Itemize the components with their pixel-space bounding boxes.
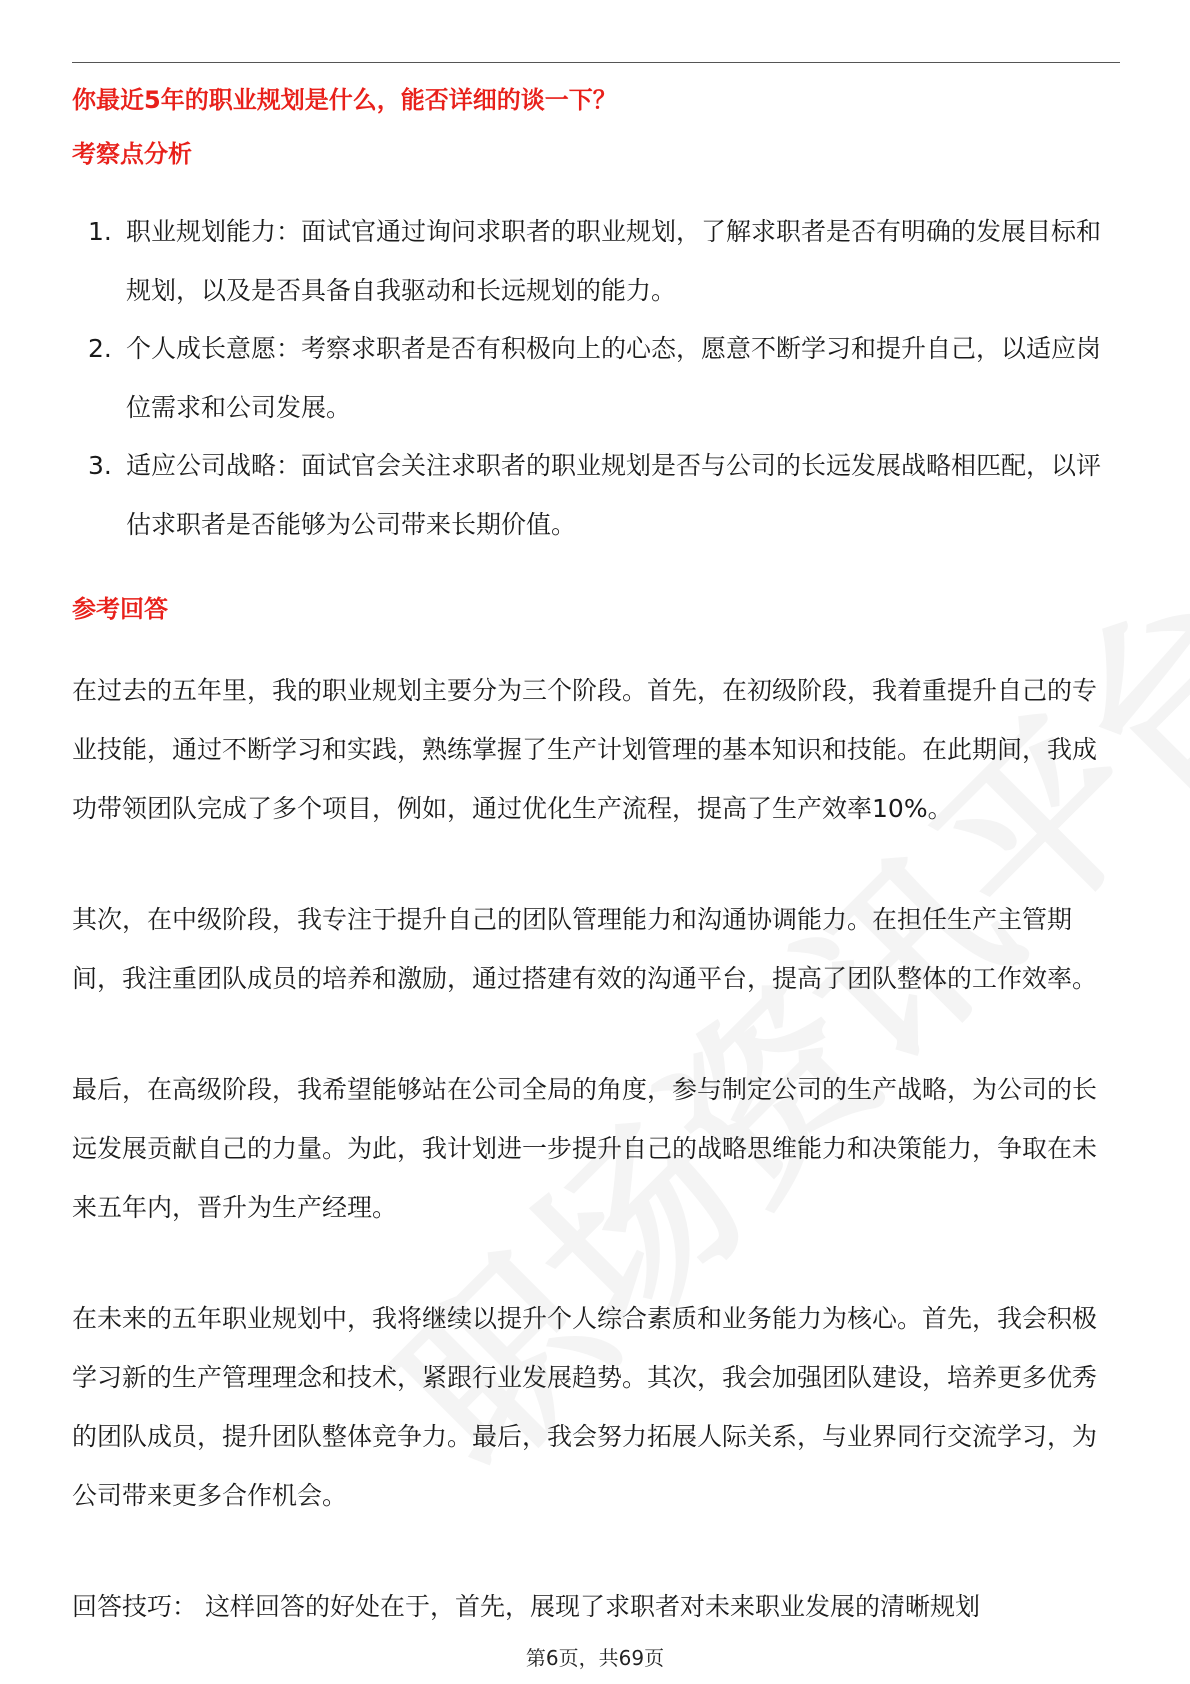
content (72, 78, 1118, 1636)
list-text: 职业规划能力：面试官通过询问求职者的职业规划，了解求职者是否有明确的发展目标和规划，以及是否具备自我驱动和长远规划的能力。 (126, 217, 1102, 305)
list-item (72, 436, 1118, 554)
answer-heading: 参考回答 (72, 595, 168, 623)
list-item (72, 202, 1118, 320)
answer-paragraph: 在过去的五年里，我的职业规划主要分为三个阶段。首先，在初级阶段，我着重提升自己的专业技能，通过不断学习和实践，熟练掌握了生产计划管理的基本知识和技能。在此期间，我成功带领团队完成了多个项目，例如，通过优化生产流程，提高了生产效率10%。 (72, 676, 1098, 823)
analysis-heading: 考察点分析 (72, 140, 192, 168)
answer-paragraph: 最后，在高级阶段，我希望能够站在公司全局的角度，参与制定公司的生产战略，为公司的长远发展贡献自己的力量。为此，我计划进一步提升自己的战略思维能力和决策能力，争取在未来五年内，晋升为生产经理。 (72, 1075, 1098, 1222)
header-rule (72, 62, 1120, 63)
list-number: 2. (88, 334, 112, 363)
tips-paragraph: 回答技巧： 这样回答的好处在于，首先，展现了求职者对未来职业发展的清晰规划 (72, 1592, 980, 1621)
list-item (72, 319, 1118, 437)
list-text: 个人成长意愿：考察求职者是否有积极向上的心态，愿意不断学习和提升自己，以适应岗位需求和公司发展。 (126, 334, 1102, 422)
analysis-list (72, 202, 1118, 554)
answer-paragraph: 其次，在中级阶段，我专注于提升自己的团队管理能力和沟通协调能力。在担任生产主管期间，我注重团队成员的培养和激励，通过搭建有效的沟通平台，提高了团队整体的工作效率。 (72, 905, 1098, 993)
page-number: 第6页，共69页 (525, 1646, 665, 1670)
list-number: 1. (88, 217, 112, 246)
list-text: 适应公司战略：面试官会关注求职者的职业规划是否与公司的长远发展战略相匹配，以评估求职者是否能够为公司带来长期价值。 (126, 451, 1102, 539)
question-heading: 你最近5年的职业规划是什么，能否详细的谈一下？ (72, 86, 617, 114)
answer-paragraph: 在未来的五年职业规划中，我将继续以提升个人综合素质和业务能力为核心。首先，我会积极学习新的生产管理理念和技术，紧跟行业发展趋势。其次，我会加强团队建设，培养更多优秀的团队成员，提升团队整体竞争力。最后，我会努力拓展人际关系，与业界同行交流学习，为公司带来更多合作机会。 (72, 1304, 1098, 1510)
list-number: 3. (88, 451, 112, 480)
